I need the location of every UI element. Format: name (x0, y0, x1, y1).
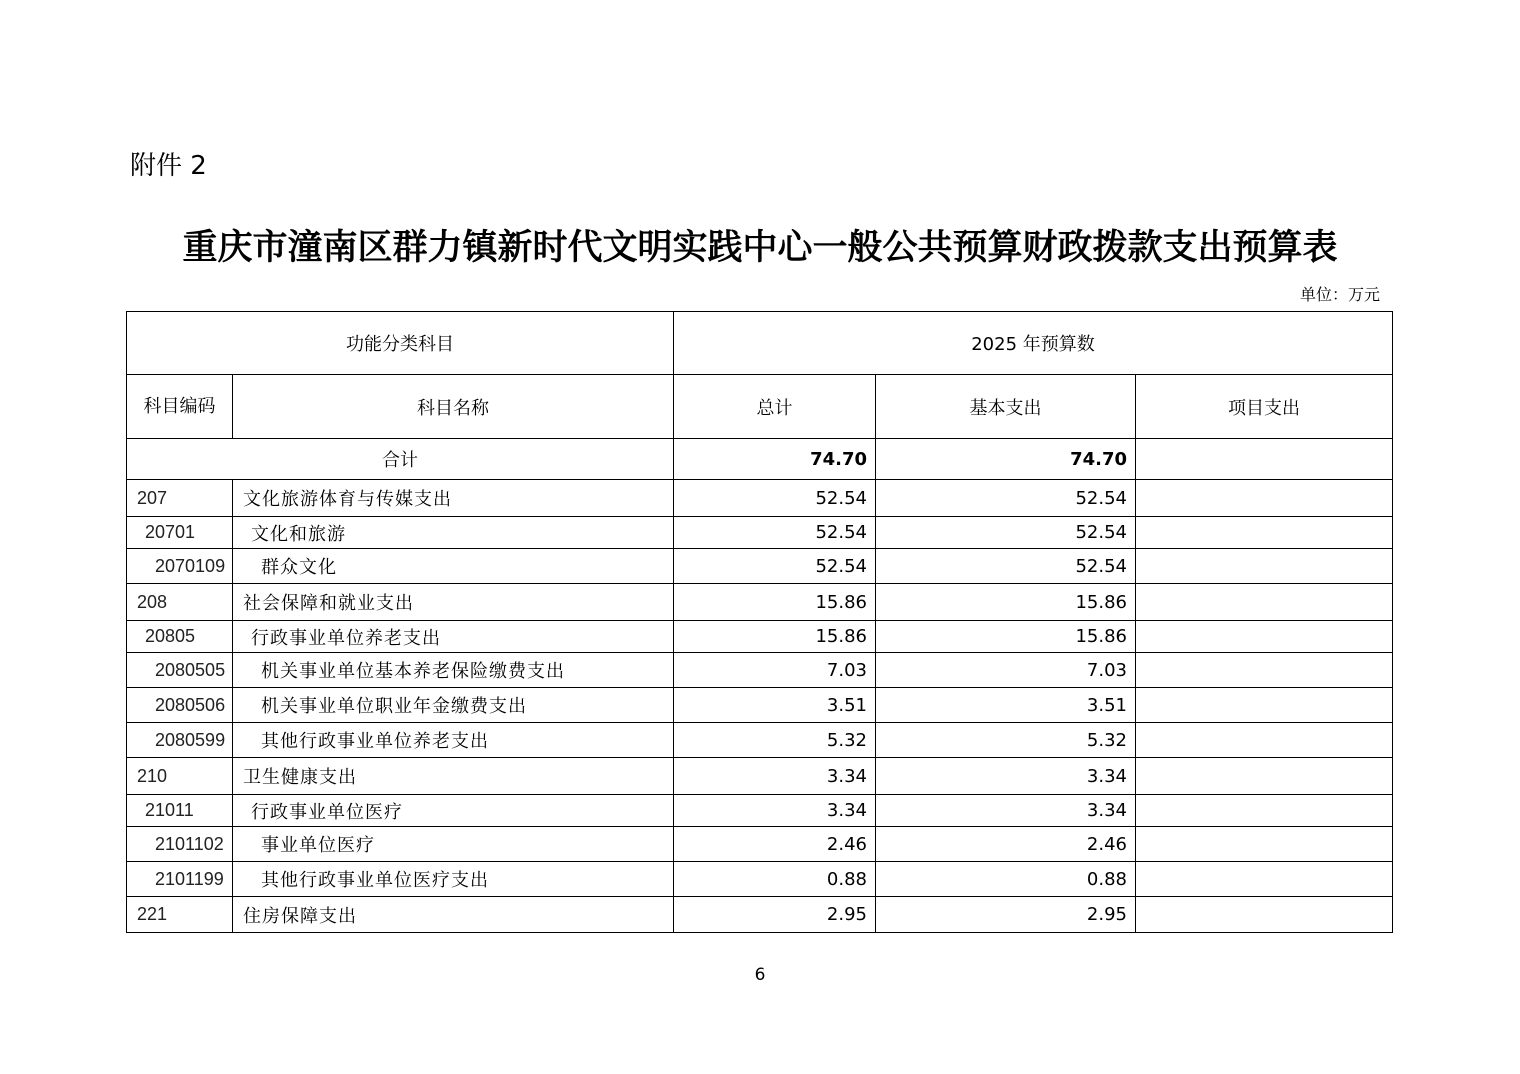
row-name: 行政事业单位医疗 (233, 795, 674, 827)
table-row (127, 621, 1393, 653)
row-project (1136, 795, 1393, 827)
table-row (127, 723, 1393, 758)
row-name: 社会保障和就业支出 (233, 584, 674, 621)
row-project (1136, 827, 1393, 862)
row-project (1136, 621, 1393, 653)
row-total: 15.86 (674, 584, 876, 621)
row-code: 208 (127, 584, 233, 621)
row-name: 文化旅游体育与传媒支出 (233, 480, 674, 517)
row-project (1136, 549, 1393, 584)
row-basic: 52.54 (876, 480, 1136, 517)
row-name: 文化和旅游 (233, 517, 674, 549)
header-subject-code: 科目编码 (127, 375, 233, 439)
table-row (127, 653, 1393, 688)
row-code: 2080506 (127, 688, 233, 723)
row-name: 群众文化 (233, 549, 674, 584)
summary-label: 合计 (127, 439, 674, 480)
header-row-top (127, 312, 1393, 375)
row-basic: 3.34 (876, 795, 1136, 827)
header-project-expenditure: 项目支出 (1136, 375, 1393, 439)
table-row (127, 584, 1393, 621)
row-code: 2101102 (127, 827, 233, 862)
table-row (127, 827, 1393, 862)
row-total: 3.34 (674, 758, 876, 795)
row-basic: 2.46 (876, 827, 1136, 862)
row-total: 2.95 (674, 897, 876, 933)
row-total: 2.46 (674, 827, 876, 862)
row-basic: 3.34 (876, 758, 1136, 795)
row-name: 行政事业单位养老支出 (233, 621, 674, 653)
table-row (127, 549, 1393, 584)
summary-total: 74.70 (674, 439, 876, 480)
table-row (127, 688, 1393, 723)
row-basic: 7.03 (876, 653, 1136, 688)
row-total: 0.88 (674, 862, 876, 897)
header-total: 总计 (674, 375, 876, 439)
row-code: 210 (127, 758, 233, 795)
row-code: 2080599 (127, 723, 233, 758)
unit-label: 单位：万元 (1299, 285, 1380, 304)
row-project (1136, 517, 1393, 549)
row-total: 52.54 (674, 549, 876, 584)
attachment-label: 附件 2 (130, 151, 207, 181)
table-row (127, 897, 1393, 933)
document-title: 重庆市潼南区群力镇新时代文明实践中心一般公共预算财政拨款支出预算表 (182, 227, 1338, 268)
row-code: 20701 (127, 517, 233, 549)
row-total: 15.86 (674, 621, 876, 653)
row-basic: 5.32 (876, 723, 1136, 758)
row-total: 3.34 (674, 795, 876, 827)
table-row (127, 795, 1393, 827)
row-basic: 15.86 (876, 584, 1136, 621)
row-total: 7.03 (674, 653, 876, 688)
row-project (1136, 723, 1393, 758)
row-basic: 52.54 (876, 517, 1136, 549)
row-project (1136, 584, 1393, 621)
row-project (1136, 897, 1393, 933)
row-code: 2070109 (127, 549, 233, 584)
row-project (1136, 653, 1393, 688)
row-name: 卫生健康支出 (233, 758, 674, 795)
table-row (127, 758, 1393, 795)
row-basic: 3.51 (876, 688, 1136, 723)
header-function-category: 功能分类科目 (127, 312, 674, 375)
row-name: 其他行政事业单位养老支出 (233, 723, 674, 758)
row-name: 事业单位医疗 (233, 827, 674, 862)
page-number: 6 (754, 965, 766, 985)
summary-row (127, 439, 1393, 480)
table-row (127, 480, 1393, 517)
row-total: 52.54 (674, 517, 876, 549)
row-code: 20805 (127, 621, 233, 653)
row-total: 3.51 (674, 688, 876, 723)
row-basic: 2.95 (876, 897, 1136, 933)
row-name: 机关事业单位基本养老保险缴费支出 (233, 653, 674, 688)
row-total: 52.54 (674, 480, 876, 517)
summary-project (1136, 439, 1393, 480)
header-basic-expenditure: 基本支出 (876, 375, 1136, 439)
row-code: 207 (127, 480, 233, 517)
header-subject-name: 科目名称 (233, 375, 674, 439)
row-project (1136, 862, 1393, 897)
row-basic: 0.88 (876, 862, 1136, 897)
header-budget-year: 2025 年预算数 (674, 312, 1393, 375)
budget-table (126, 311, 1393, 933)
table-row (127, 517, 1393, 549)
row-code: 221 (127, 897, 233, 933)
row-name: 机关事业单位职业年金缴费支出 (233, 688, 674, 723)
row-basic: 52.54 (876, 549, 1136, 584)
row-code: 2101199 (127, 862, 233, 897)
table-row (127, 862, 1393, 897)
summary-basic: 74.70 (876, 439, 1136, 480)
row-project (1136, 758, 1393, 795)
row-basic: 15.86 (876, 621, 1136, 653)
row-project (1136, 688, 1393, 723)
row-code: 2080505 (127, 653, 233, 688)
row-total: 5.32 (674, 723, 876, 758)
header-row-sub (127, 375, 1393, 439)
row-code: 21011 (127, 795, 233, 827)
row-project (1136, 480, 1393, 517)
row-name: 住房保障支出 (233, 897, 674, 933)
row-name: 其他行政事业单位医疗支出 (233, 862, 674, 897)
